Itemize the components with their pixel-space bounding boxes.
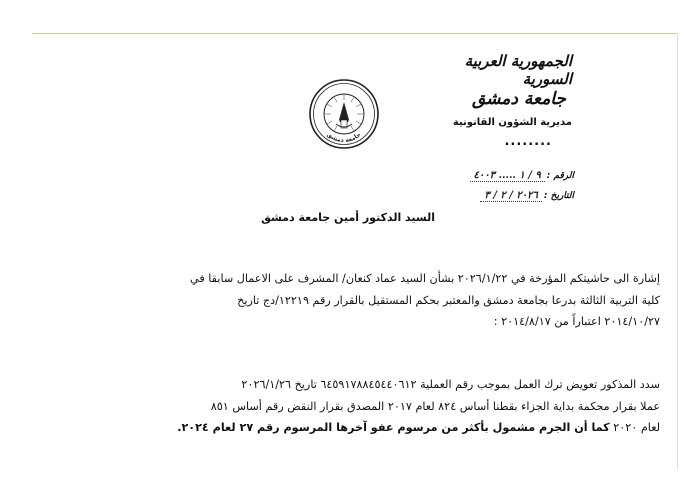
body-line-last: [90, 417, 660, 439]
letterhead-dots: ........: [504, 134, 552, 149]
reference-date-row: [480, 190, 574, 202]
letterhead-country: الجمهورية العربية السورية: [464, 52, 572, 88]
reference-number-label: الرقم :: [546, 171, 574, 181]
reference-date-label: التاريخ :: [543, 191, 574, 201]
svg-text:جامعة دمشق: جامعة دمشق: [325, 131, 363, 145]
addressee: السيد الدكتور أمين جامعة دمشق: [261, 211, 435, 224]
right-border-line: [677, 33, 678, 470]
letterhead-university: جامعة دمشق: [471, 89, 566, 109]
body-line: ٢٠١٤/١٠/٢٧ اعتباراً من ٢٠١٤/٨/١٧ :: [493, 315, 660, 328]
reference-number-row: [470, 170, 574, 182]
body-line: كلية التربية الثالثة بدرعا بجامعة دمشق والمعتبر بحكم المستقيل بالقرار رقم ١٢٢١٩/دج تاريخ: [237, 293, 660, 307]
body-paragraph-1: [90, 268, 660, 333]
letterhead-directorate: مديرية الشؤون القانونية: [452, 117, 572, 128]
body-line-last-bold: كما أن الجرم مشمول بأكثر من مرسوم عفو آخرها المرسوم رقم ٢٧ لعام ٢٠٢٤.: [177, 421, 610, 434]
body-line: إشارة الى حاشيتكم المؤرخة في ٢٠٢٦/١/٢٢ بشأن السيد عماد كنعان/ المشرف على الاعمال سابقا في: [190, 272, 660, 285]
reference-date-value: ٢٠٢٦ / ٢ / ٣: [480, 190, 541, 202]
body-line: سدد المذكور تعويض ترك العمل بموجب رقم العملية ٦٤٥٩١٧٨٨٤٥٤٤٠٦١٢ تاريخ ٢٠٢٦/١/٢٦: [241, 378, 660, 391]
body-line-last-normal: لعام ٢٠٢٠: [609, 421, 660, 434]
body-line: عملا بقرار محكمة بداية الجزاء بقطنا أساس ٨٢٤ لعام ٢٠١٧ المصدق بقرار النقض رقم أساس ٨٥١: [210, 399, 660, 413]
top-border-line: [32, 33, 678, 34]
body-paragraph-2: [90, 374, 660, 439]
letterhead: [422, 52, 572, 150]
university-seal-icon: [308, 78, 380, 150]
reference-number-value: ٩ / ١ ..... ٤٠٠٣: [470, 170, 545, 182]
